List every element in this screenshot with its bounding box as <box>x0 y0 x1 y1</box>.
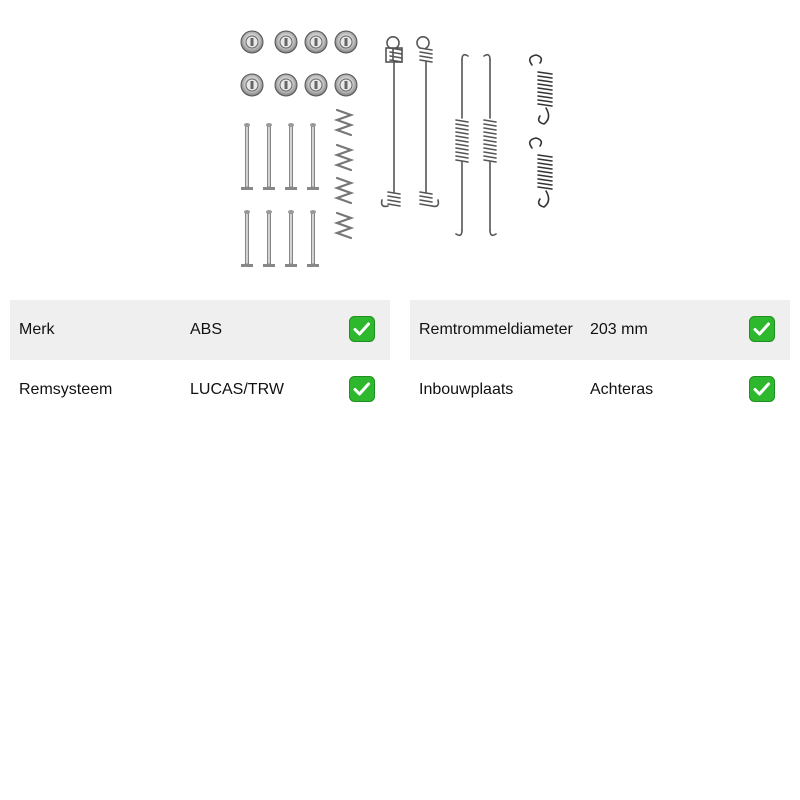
spec-row-inbouwplaats <box>410 360 790 420</box>
check-icon <box>349 316 375 342</box>
check-icon <box>749 316 775 342</box>
spec-table-left <box>10 300 390 420</box>
retainer-cups <box>241 31 357 96</box>
spec-value: ABS <box>190 321 223 338</box>
spec-row-remsysteem <box>10 360 390 420</box>
check-icon <box>349 376 375 402</box>
spec-value: LUCAS/TRW <box>190 381 284 398</box>
hold-down-pins <box>241 123 319 267</box>
adjuster-springs <box>530 55 552 207</box>
spec-label: Merk <box>19 321 55 338</box>
spec-row-merk <box>10 300 390 360</box>
compression-springs <box>337 110 351 238</box>
return-springs-medium <box>456 55 496 236</box>
spec-table-right <box>410 300 790 420</box>
return-springs-long <box>382 37 439 207</box>
spec-label: Remtrommeldiameter <box>419 321 573 338</box>
spec-value: Achteras <box>590 381 654 398</box>
product-image <box>230 20 570 280</box>
spec-label: Inbouwplaats <box>419 381 514 398</box>
spec-row-remtrommeldiameter <box>410 300 790 360</box>
spec-label: Remsysteem <box>19 381 113 398</box>
check-icon <box>749 376 775 402</box>
spec-value: 203 mm <box>590 321 648 338</box>
